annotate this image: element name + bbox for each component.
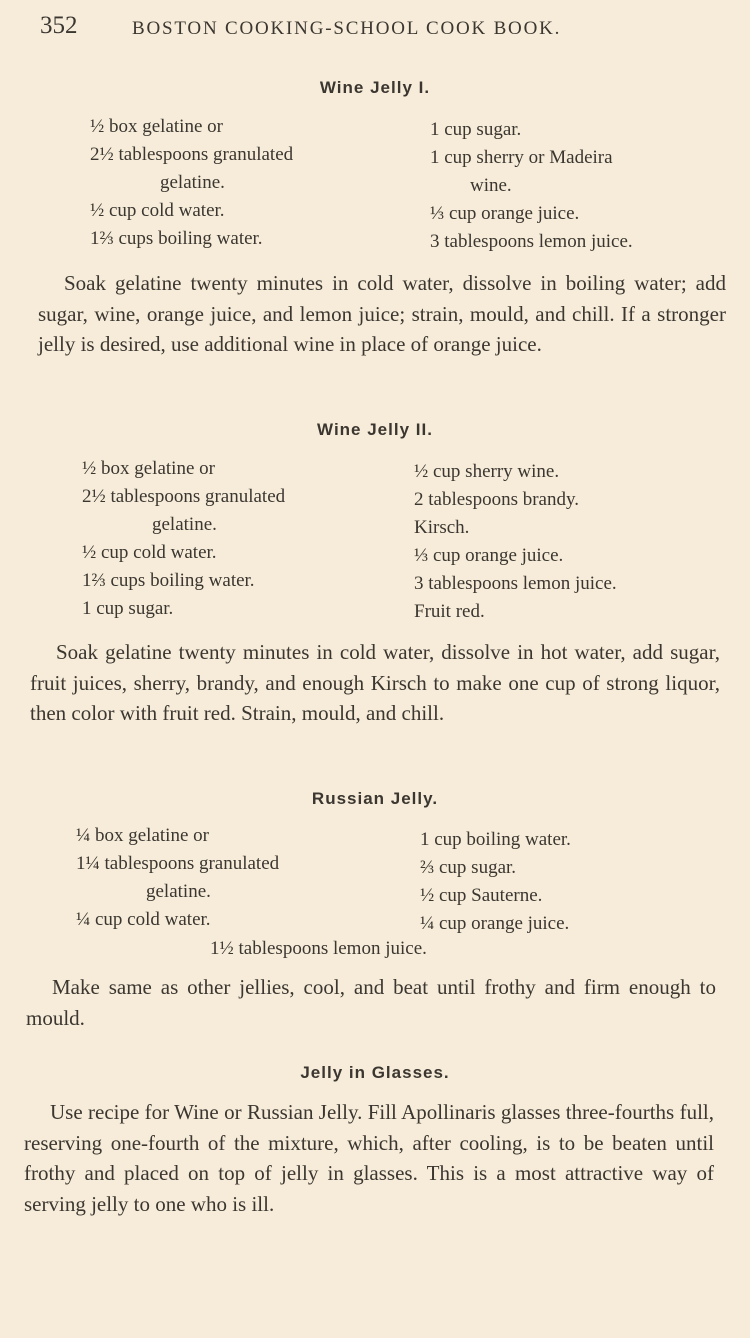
- recipe-title: Russian Jelly.: [311, 789, 439, 808]
- ingredient: ½ box gelatine or: [90, 116, 223, 137]
- ingredient: gelatine.: [160, 172, 225, 193]
- ingredient: 3 tablespoons lemon juice.: [414, 573, 617, 594]
- ingredient: ½ cup sherry wine.: [414, 461, 560, 482]
- ingredient: ¼ box gelatine or: [76, 825, 209, 846]
- recipe-directions: Use recipe for Wine or Russian Jelly. Fill Apollinaris glasses three-fourths full, reserving one-fourth of the mixture, which, after cooling, is to be beaten until frothy and placed on top of jelly in glasses. This is a most attractive way of serving jelly to one who is ill.: [24, 1100, 714, 1216]
- ingredient: 3 tablespoons lemon juice.: [430, 231, 633, 252]
- ingredient: ⅓ cup orange juice.: [414, 545, 564, 566]
- ingredient: ⅓ cup orange juice.: [430, 203, 580, 224]
- recipe-title: Jelly in Glasses.: [300, 1063, 450, 1082]
- ingredient: ½ box gelatine or: [82, 458, 215, 479]
- ingredients-left: [76, 822, 279, 934]
- ingredient: 1 cup sugar.: [430, 119, 522, 140]
- ingredient: wine.: [470, 175, 512, 196]
- running-title: BOSTON COOKING-SCHOOL COOK BOOK.: [132, 18, 562, 39]
- ingredient-centered: 1½ tablespoons lemon juice.: [210, 938, 427, 959]
- recipe-directions: Soak gelatine twenty minutes in cold water, dissolve in hot water, add sugar, fruit juices, sherry, brandy, and enough Kirsch to make one cup of strong liquor, then color with fruit red. Strain, mould, and chill.: [30, 640, 720, 725]
- ingredient: Fruit red.: [414, 601, 485, 622]
- recipe-title: Wine Jelly I.: [319, 78, 431, 97]
- ingredient: 1 cup boiling water.: [420, 829, 571, 850]
- ingredient: 2 tablespoons brandy.: [414, 489, 579, 510]
- recipe-directions: Make same as other jellies, cool, and beat until frothy and firm enough to mould.: [26, 975, 716, 1030]
- recipe-title: Wine Jelly II.: [317, 420, 433, 439]
- page-header: [40, 12, 730, 46]
- ingredient: ¼ cup orange juice.: [420, 913, 570, 934]
- ingredients-right: [430, 116, 633, 256]
- ingredient: 1⅔ cups boiling water.: [82, 570, 255, 591]
- recipe-directions: Soak gelatine twenty minutes in cold water, dissolve in boiling water; add sugar, wine, orange juice, and lemon juice; strain, mould, and chill. If a stronger jelly is desired, use additional wine in place of orange juice.: [38, 271, 726, 356]
- ingredient: 1¼ tablespoons granulated: [76, 853, 280, 874]
- ingredients-left: [82, 455, 285, 623]
- ingredient: 2½ tablespoons granulated: [90, 144, 294, 165]
- ingredient: Kirsch.: [414, 517, 470, 538]
- ingredients-right: [414, 458, 617, 626]
- ingredient: ½ cup cold water.: [82, 542, 217, 563]
- ingredient: ⅔ cup sugar.: [420, 857, 517, 878]
- ingredient: 1⅔ cups boiling water.: [90, 228, 263, 249]
- ingredient: 1 cup sugar.: [82, 598, 174, 619]
- ingredient: ½ cup cold water.: [90, 200, 225, 221]
- ingredient: ½ cup Sauterne.: [420, 885, 543, 906]
- ingredients-left: [90, 113, 293, 253]
- ingredient: 2½ tablespoons granulated: [82, 486, 286, 507]
- page-number: 352: [40, 12, 78, 39]
- ingredient: gelatine.: [146, 881, 211, 902]
- ingredient: ¼ cup cold water.: [76, 909, 211, 930]
- ingredients-right: [420, 826, 571, 938]
- ingredient: 1 cup sherry or Madeira: [430, 147, 613, 168]
- ingredient: gelatine.: [152, 514, 217, 535]
